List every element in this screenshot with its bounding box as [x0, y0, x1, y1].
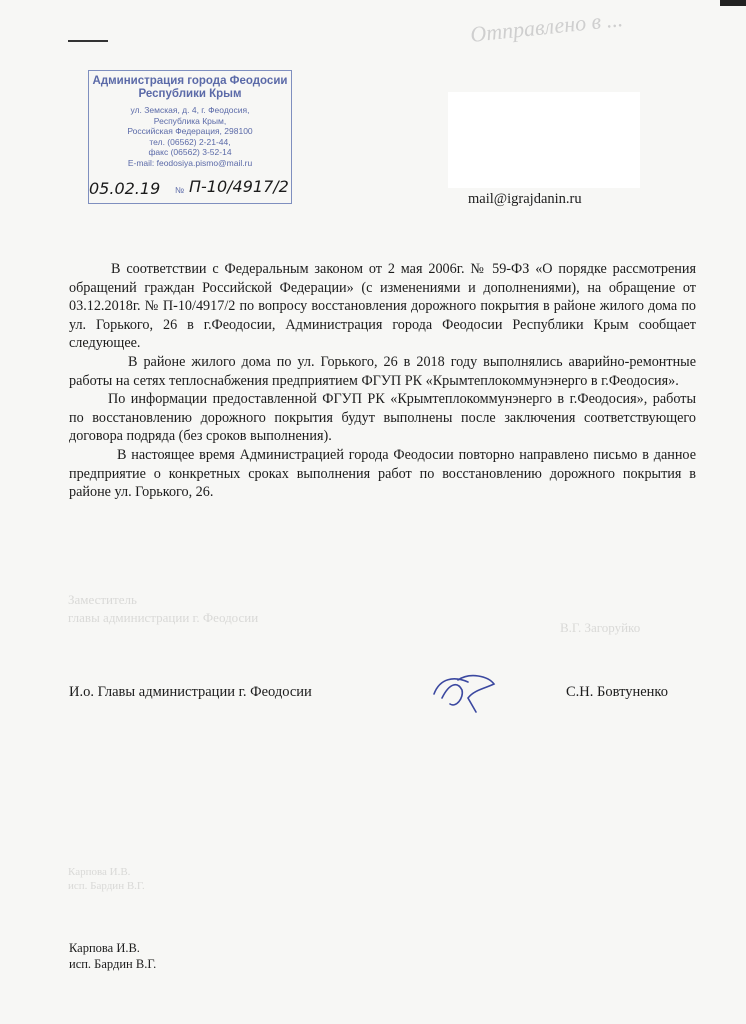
stamp-title-line2: Республики Крым [138, 88, 242, 100]
stamp-number-prefix: № [175, 185, 185, 195]
ghost-text-deputy-name: В.Г. Загоруйко [560, 620, 641, 635]
executor-block [69, 940, 156, 972]
stamp-address-line1: ул. Земская, д. 4, г. Феодосия, [130, 105, 250, 115]
paragraph-2: В районе жилого дома по ул. Горького, 26 в 2018 году выполнялись аварийно-ремонтные работы на сетях теплоснабжения предприятием ФГУП РК «Крымтеплокоммунэнерго в г.Феодосия». [69, 353, 696, 389]
signatory-title: И.о. Главы администрации г. Феодосии [69, 684, 312, 700]
scan-dash-mark [68, 40, 108, 42]
stamp-address-line2: Республика Крым, [153, 115, 227, 126]
stamp-email: E-mail: feodosiya.pismo@mail.ru [127, 157, 253, 168]
corner-mark [720, 0, 746, 6]
stamp-fax: факс (06562) 3-52-14 [148, 147, 232, 157]
redacted-recipient-block [448, 92, 640, 188]
ghost-text-deputy: Заместитель [68, 592, 137, 607]
paragraph-3: По информации предоставленной ФГУП РК «Крымтеплокоммунэнерго в г.Феодосия», работы по восстановлению дорожного покрытия будут выполнены после заключения соответствующего договора подряда (без сроков выполнения). [69, 391, 696, 445]
administration-stamp [88, 70, 292, 204]
ghost-text-deputy-title: главы администрации г. Феодосии [68, 610, 259, 625]
executor-line-2: исп. Бардин В.Г. [69, 957, 157, 971]
paragraph-4: В настоящее время Администрацией города Феодосии повторно направлено письмо в данное предприятие о конкретных сроках выполнения работ по восстановлению дорожного покрытия в районе ул. Горького, 26. [69, 446, 696, 501]
letter-body [69, 260, 696, 502]
signatory-name: С.Н. Бовтуненко [566, 684, 668, 700]
recipient-email: mail@igrajdanin.ru [468, 191, 582, 207]
stamp-date-handwritten: 05.02.19 [89, 179, 161, 198]
ghost-text-executor-1: Карпова И.В. [68, 866, 131, 878]
ghost-text-executor-2: исп. Бардин В.Г. [68, 880, 145, 892]
stamp-title-line1: Администрация города Феодосии [92, 75, 288, 87]
paragraph-1: В соответствии с Федеральным законом от 2 мая 2006г. № 59-ФЗ «О порядке рассмотрения обращений граждан Российской Федерации» (с изменениями и дополнениями), на обращение от 03.12.2018г. № П-10/4917/2 по вопросу восстановления дорожного покрытия в районе жилого дома по ул. Горького, 26 в г.Феодосии, Администрация города Феодосии Республики Крым сообщает следующее. [69, 261, 696, 352]
handwritten-note-top: Отправлено в ... [469, 6, 625, 47]
stamp-number-handwritten: П-10/4917/2 [189, 177, 289, 196]
stamp-phone: тел. (06562) 2-21-44, [149, 136, 231, 147]
stamp-address-line3: Российская Федерация, 298100 [127, 126, 253, 136]
signature-mark [428, 668, 498, 714]
executor-line-1: Карпова И.В. [69, 941, 140, 955]
